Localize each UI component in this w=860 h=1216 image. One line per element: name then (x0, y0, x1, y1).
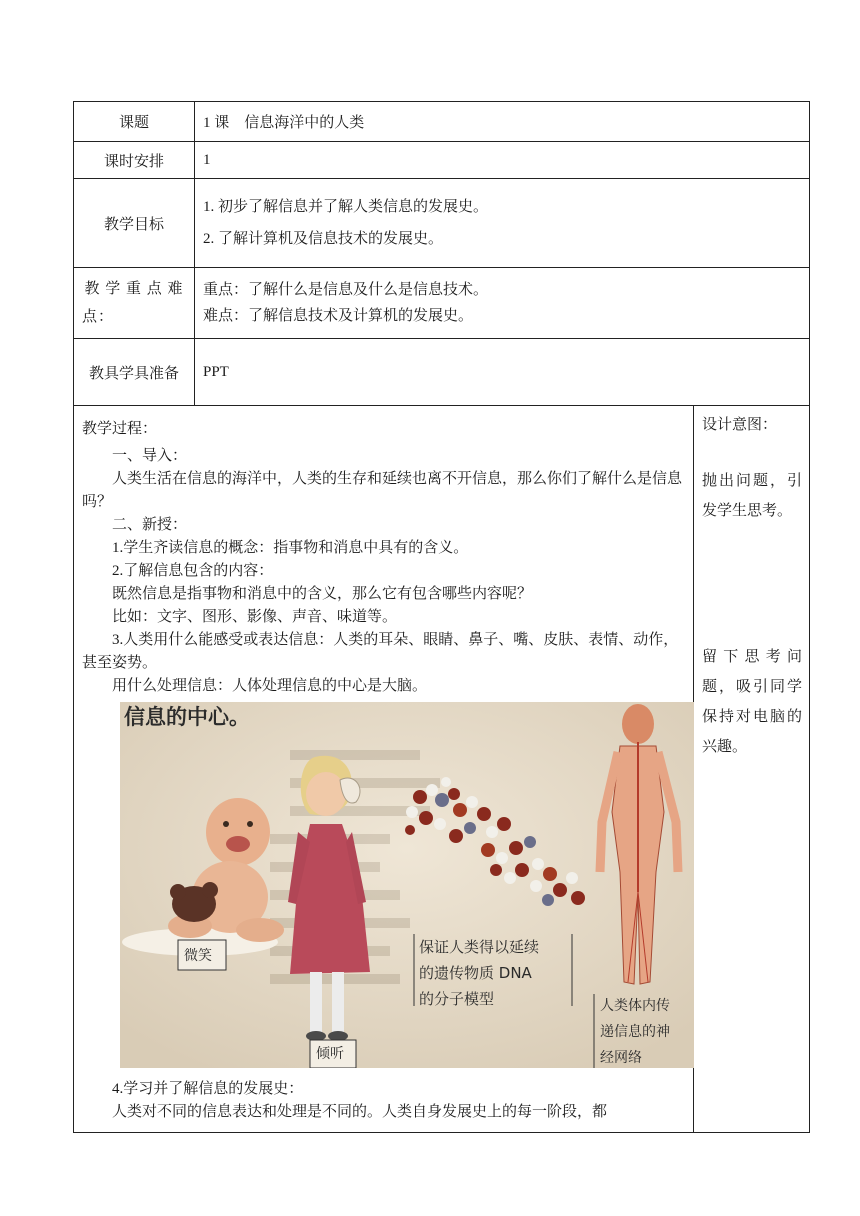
figure-heading: 信息的中心。 (124, 705, 250, 729)
topic-value: 1 课 信息海洋中的人类 (195, 102, 810, 142)
lesson-info-table (73, 101, 810, 406)
process-column (74, 406, 694, 1132)
process-line: 用什么处理信息：人体处理信息的中心是大脑。 (112, 678, 428, 694)
tools-value: PPT (195, 339, 810, 406)
keypoint-text: 重点：了解什么是信息及什么是信息技术。 (203, 282, 489, 298)
keypoints-label: 教 学 重 点 难 点： (74, 268, 195, 339)
goals-list (195, 179, 810, 268)
design-intent-column (694, 406, 810, 1132)
design-note: 留下思考问题，吸引同学保持对电脑的兴趣。 (702, 649, 802, 755)
process-line: 一、导入： (112, 448, 188, 464)
caption-dna-line: 的分子模型 (419, 990, 495, 1008)
tools-row (74, 339, 810, 406)
textbook-photo (120, 702, 694, 1068)
caption-dna-line: 保证人类得以延续 (419, 938, 540, 956)
caption-dna-line: 的遗传物质 DNA (419, 964, 532, 982)
design-note: 抛出问题，引发学生思考。 (702, 473, 802, 519)
hours-value: 1 (195, 142, 810, 179)
process-line: 人类对不同的信息表达和处理是不同的。人类自身发展史上的每一阶段，都 (112, 1104, 608, 1120)
goals-row (74, 179, 810, 268)
process-continued (82, 1078, 688, 1124)
topic-label: 课题 (74, 102, 195, 142)
process-line: 1.学生齐读信息的概念：指事物和消息中具有的含义。 (112, 540, 469, 556)
tools-label: 教具学具准备 (74, 339, 195, 406)
hours-row (74, 142, 810, 179)
process-line: 3.人类用什么能感受或表达信息：人类的耳朵、眼睛、鼻子、嘴、皮肤、表情、动作，甚至姿势。 (82, 632, 679, 671)
goals-label: 教学目标 (74, 179, 195, 268)
process-line: 二、新授： (112, 517, 188, 533)
keypoints-row (74, 268, 810, 339)
teaching-process-section (73, 406, 810, 1133)
goal-item: 1. 初步了解信息并了解人类信息的发展史。 (203, 199, 489, 215)
keypoints-content (195, 268, 810, 339)
process-title: 教学过程： (82, 421, 158, 437)
process-line: 人类生活在信息的海洋中，人类的生存和延续也离不开信息，那么你们了解什么是信息吗？ (82, 471, 683, 510)
caption-nerve-line: 递信息的神 (600, 1024, 670, 1040)
process-line: 既然信息是指事物和消息中的含义，那么它有包含哪些内容呢？ (112, 586, 533, 602)
hours-label: 课时安排 (74, 142, 195, 179)
textbook-illustration (120, 702, 694, 1068)
goal-item: 2. 了解计算机及信息技术的发展史。 (203, 231, 444, 247)
process-line: 比如：文字、图形、影像、声音、味道等。 (112, 609, 398, 625)
design-title: 设计意图： (702, 417, 778, 433)
caption-listen: 倾听 (316, 1046, 344, 1062)
difficulty-text: 难点：了解信息技术及计算机的发展史。 (203, 308, 474, 324)
process-line: 2.了解信息包含的内容： (112, 563, 274, 579)
topic-row (74, 102, 810, 142)
caption-smile: 微笑 (184, 948, 212, 964)
process-line: 4.学习并了解信息的发展史： (112, 1081, 304, 1097)
caption-nerve-line: 经网络 (600, 1050, 642, 1066)
caption-nerve-line: 人类体内传 (600, 998, 670, 1014)
